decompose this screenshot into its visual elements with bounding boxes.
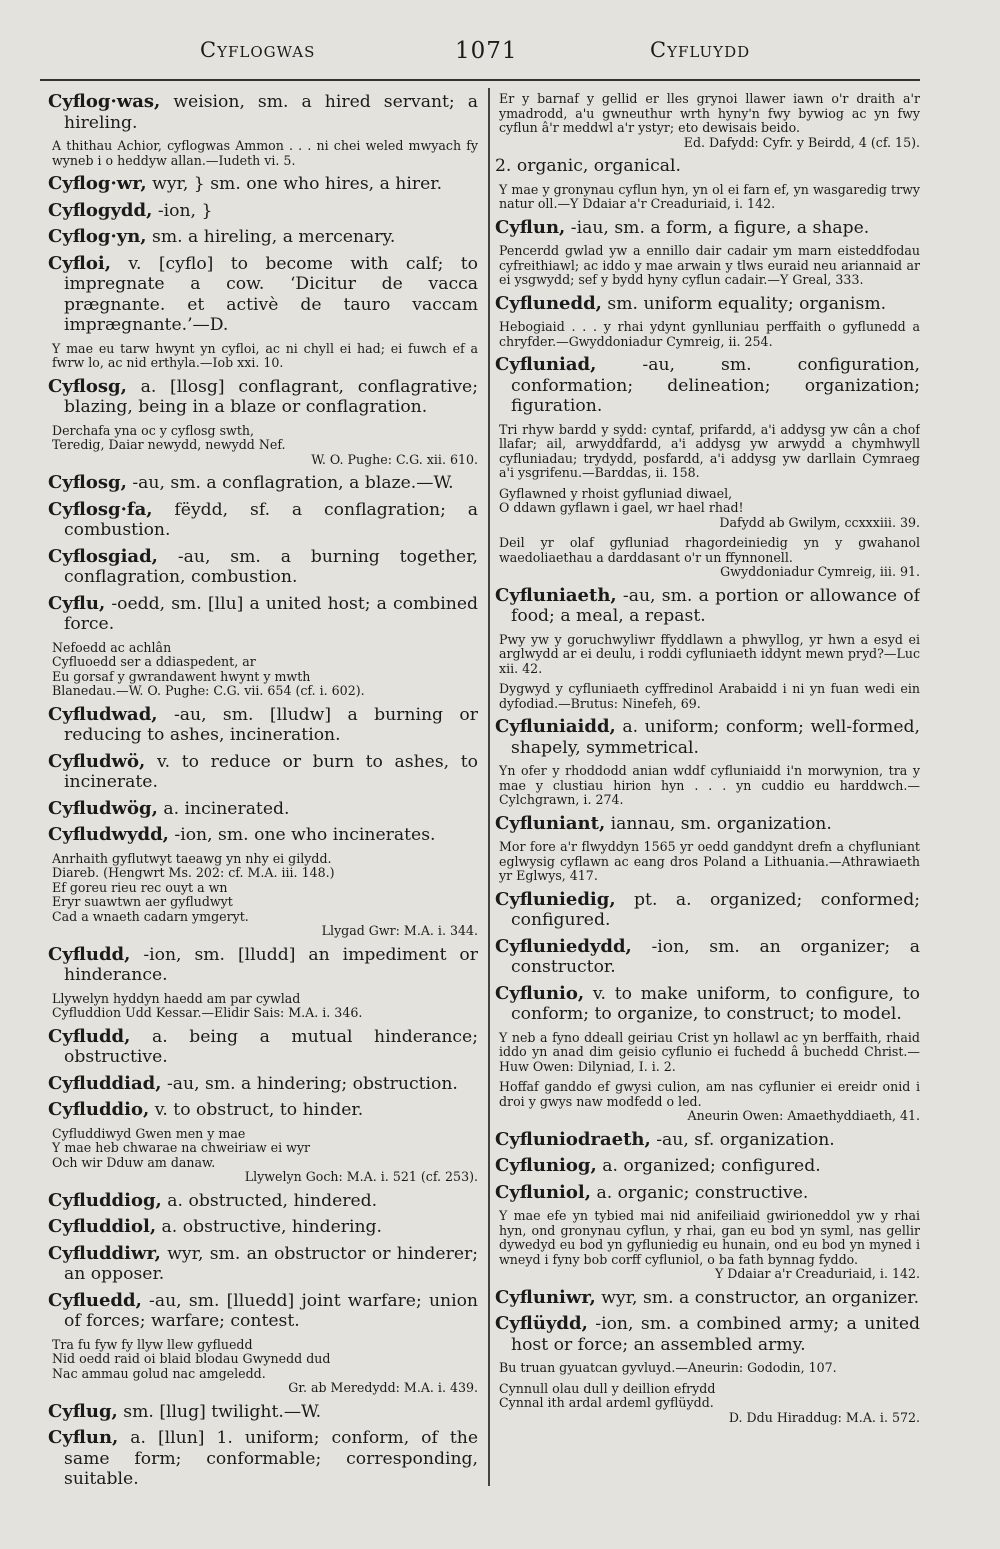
citation-quote: [495, 1031, 920, 1075]
headword: Cyflosg,: [48, 472, 127, 493]
headword: Cyflunio,: [495, 982, 585, 1004]
quote-line: Gyflawned y rhoist gyfluniad diwael,: [499, 485, 733, 501]
quote-line: Ef goreu rieu rec ouyt a wn: [52, 879, 228, 895]
dictionary-entry: [48, 174, 478, 195]
quote-line: Pencerdd gwlad yw a ennillo dair cadair ym marn eisteddfodau cyfreithiawl; ac iddo y mae arwain y tlws euraid neu ariannaid ar ei ysgwydd; sef y bydd hyny cyflun cadair.—Y Greal, 333.: [499, 243, 920, 287]
headword: Cyflog·wr,: [48, 173, 147, 194]
definition-text: -au, sm. [lluedd] joint warfare; union of forces; warfare; contest.: [64, 1290, 478, 1331]
citation-quote: [495, 536, 920, 580]
citation-quote: [495, 682, 920, 711]
quote-line: Er y barnaf y gellid er lles grynoi llawer iawn o'r draith a'r ymadrodd, a'u gwneuthur wrth hyny'n fwy bywiog ac yn fwy cyflun â'r meddwl a'r ystyr; eto dewisais beido.: [499, 92, 920, 135]
header-left-guide-word: Cyflogwas: [200, 38, 316, 62]
citation-quote: [495, 92, 920, 150]
dictionary-entry: [48, 201, 478, 222]
quote-line: Dygwyd y cyfluniaeth cyffredinol Arabaidd i ni yn fuan wedi ein dyfodiad.—Brutus: Ninefeh, 69.: [499, 681, 920, 711]
definition-text: -au, sm. a portion or allowance of food; a meal, a repast.: [511, 585, 920, 626]
definition-text: -ion, sm. a combined army; a united host or force; an assembled army.: [511, 1314, 920, 1355]
quote-source: Aneurin Owen: Amaethyddiaeth, 41.: [687, 1108, 920, 1123]
dictionary-entry: [48, 1027, 478, 1068]
quote-line: Pwy yw y goruchwyliwr ffyddlawn a phwyllog, yr hwn a esyd ei arglwydd ar ei deulu, i roddi cyfluniaeth iddynt mewn pryd?—Luc xii. 42.: [499, 631, 920, 676]
quote-source: Gwyddoniadur Cymreig, iii. 91.: [720, 564, 920, 579]
quote-line: Cad a wnaeth cadarn ymgeryt.: [52, 908, 249, 924]
definition-text: wyr, sm. a constructor, an organizer.: [595, 1287, 920, 1308]
dictionary-entry: [495, 890, 920, 931]
definition-text: a. obstructive, hindering.: [156, 1217, 382, 1237]
citation-quote: [495, 1209, 920, 1282]
headword: Cyfluniaidd,: [495, 716, 616, 737]
citation-quote: [495, 764, 920, 808]
definition-text: -au, sm. configuration, conformation; delineation; organization; figuration.: [511, 355, 920, 416]
quote-line: A thithau Achior, cyflogwas Ammon . . . ni chei weled mwyach fy wyneb i o heddyw allan.—Iudeth vi. 5.: [52, 138, 478, 168]
citation-quote: [48, 852, 478, 939]
citation-quote: [48, 1127, 478, 1185]
definition-text: a. [llun] 1. uniform; conform, of the same form; conformable; corresponding, suitable.: [64, 1428, 478, 1489]
quote-source: Ed. Dafydd: Cyfr. y Beirdd, 4 (cf. 15).: [683, 134, 920, 150]
quote-line: Och wir Dduw am danaw.: [52, 1154, 216, 1170]
citation-quote: [495, 320, 920, 349]
dictionary-entry: [495, 717, 920, 758]
definition-text: v. to make uniform, to configure, to conform; to organize, to construct; to model.: [511, 983, 920, 1024]
citation-quote: [495, 1382, 920, 1426]
definition-text: a. organic; constructive.: [591, 1182, 809, 1203]
dictionary-entry: [48, 500, 478, 541]
dictionary-entry: [495, 984, 920, 1025]
quote-line: Nefoedd ac achlân: [52, 639, 172, 655]
quote-line: Llywelyn hyddyn haedd am par cywlad: [52, 990, 301, 1006]
definition-text: -ion, sm. [lludd] an impediment or hinderance.: [64, 944, 478, 985]
quote-line: Nac ammau golud nac amgeledd.: [52, 1365, 266, 1381]
headword: Cyfludwö,: [48, 750, 146, 772]
definition-text: 2. organic, organical.: [495, 156, 682, 176]
dictionary-entry: [495, 1156, 920, 1177]
dictionary-entry: [48, 1244, 478, 1285]
dictionary-entry: [495, 218, 920, 239]
headword: Cyfluniaeth,: [495, 584, 617, 606]
headword: Cyfluniwr,: [495, 1286, 596, 1308]
headword: Cyfluniant,: [495, 812, 606, 834]
citation-quote: [48, 641, 478, 699]
headword: Cyfluniad,: [495, 354, 597, 375]
definition-text: -au, sm. a hindering; obstruction.: [161, 1073, 458, 1094]
quote-line: Y mae eu tarw hwynt yn cyfloi, ac ni chyll ei had; ei fuwch ef a fwrw lo, ac nid erthyla.—Iob xxi. 10.: [52, 340, 478, 370]
quote-line: Yn ofer y rhoddodd anian wddf cyfluniaidd i'n morwynion, tra y mae y clustiau hirion hyn . . . yn cuddio eu harddwch.—Cylchgrawn, i. 274.: [499, 763, 920, 807]
citation-quote: [48, 424, 478, 468]
definition-text: a. [llosg] conflagrant, conflagrative; blazing, being in a blaze or conflagration.: [64, 376, 478, 417]
citation-quote: [495, 1361, 920, 1376]
quote-source: Gr. ab Meredydd: M.A. i. 439.: [288, 1380, 478, 1395]
headword: Cyfluniodraeth,: [495, 1128, 651, 1150]
definition-text: v. to obstruct, to hinder.: [149, 1100, 364, 1120]
dictionary-entry: [48, 377, 478, 418]
headword: Cyflu,: [48, 592, 106, 614]
quote-line: Cynnull olau dull y deillion efrydd: [499, 1380, 716, 1396]
citation-quote: [495, 487, 920, 531]
headword: Cyflüydd,: [495, 1313, 588, 1334]
headword: Cyflunedd,: [495, 292, 602, 314]
header-rule: [40, 79, 920, 81]
definition-text: weision, sm. a hired servant; a hireling.: [64, 92, 478, 133]
headword: Cyfludd,: [48, 1025, 131, 1047]
definition-text: -au, sm. a burning together, conflagration, combustion.: [64, 546, 478, 587]
dictionary-entry: [48, 1074, 478, 1095]
headword: Cyfluniedig,: [495, 888, 616, 910]
dictionary-entry: [48, 1291, 478, 1332]
citation-quote: [495, 183, 920, 212]
quote-line: Cyfluddiwyd Gwen men y mae: [52, 1125, 246, 1141]
definition-text: -au, sf. organization.: [650, 1129, 835, 1150]
definition-text: iannau, sm. organization.: [605, 813, 832, 834]
dictionary-entry: [495, 156, 920, 177]
quote-line: Cyfluddion Udd Kessar.—Elidir Sais: M.A. i. 346.: [52, 1005, 363, 1020]
quote-line: Cynnal ith ardal ardeml gyflüydd.: [499, 1395, 714, 1410]
dictionary-entry: [495, 1314, 920, 1355]
citation-quote: [495, 244, 920, 288]
left-column: [48, 92, 478, 1502]
definition-text: a. organized; configured.: [596, 1156, 821, 1176]
headword: Cyfluedd,: [48, 1289, 142, 1311]
quote-line: Bu truan gyuatcan gyvluyd.—Aneurin: Gododin, 107.: [499, 1360, 837, 1375]
quote-line: O ddawn gyflawn i gael, wr hael rhad!: [499, 500, 744, 515]
dictionary-entry: [48, 705, 478, 746]
quote-line: Y mae efe yn tybied mai nid anifeiliaid gwirioneddol yw y rhai hyn, ond gronynau cyflun, y rhai, gan eu bod yn syml, nas gellir dywedyd eu bod yn gyfluniedig eu hunain, ond eu bod yn myned i wneyd i fyny bob corff cyfluniol, o ba fath bynnag fyddo.: [499, 1208, 920, 1267]
dictionary-entry: [48, 825, 478, 846]
quote-line: Y mae y gronynau cyflun hyn, yn ol ei farn ef, yn wasgaredig trwy natur oll.—Y Ddaiar a'r Creaduriaid, i. 142.: [499, 181, 920, 211]
page-number: 1071: [455, 38, 518, 64]
headword: Cyfludwad,: [48, 703, 158, 725]
definition-text: v. [cyflo] to become with calf; to impregnate a cow. ‘Dicitur de vacca prægnante. et activè de tauro vaccam imprægnante.’—D.: [64, 253, 478, 335]
headword: Cyflog·yn,: [48, 226, 147, 247]
definition-text: -ion, sm. an organizer; a constructor.: [511, 936, 920, 977]
column-divider: [488, 88, 490, 1486]
definition-text: -iau, sm. a form, a figure, a shape.: [565, 217, 870, 238]
quote-source: D. Ddu Hiraddug: M.A. i. 572.: [728, 1409, 920, 1425]
dictionary-entry: [48, 1402, 478, 1423]
dictionary-entry: [48, 473, 478, 494]
quote-line: Eu gorsaf y gwrandawent hwynt y mwth: [52, 668, 311, 684]
definition-text: a. being a mutual hinderance; obstructive.: [64, 1026, 478, 1067]
definition-text: -au, sm. a conflagration, a blaze.—W.: [126, 473, 454, 493]
quote-line: Teredig, Daiar newydd, newydd Nef.: [52, 437, 286, 452]
definition-text: a. obstructed, hindered.: [161, 1190, 378, 1211]
definition-text: a. incinerated.: [157, 798, 290, 819]
headword: Cyflosgiad,: [48, 545, 158, 567]
dictionary-entry: [48, 945, 478, 986]
quote-line: Tri rhyw bardd y sydd: cyntaf, prifardd, a'i addysg yw cân a chof llafar; ail, arwyddfardd, a'i addysg yw arwydd a chymhwyll cyfluniadau; trydydd, posfardd, a'i addysg yw darllain Cymraeg a'i ysgrifenu.—Barddas, ii. 158.: [499, 421, 920, 480]
dictionary-entry: [495, 1130, 920, 1151]
citation-quote: [48, 1338, 478, 1396]
dictionary-entry: [495, 937, 920, 978]
dictionary-entry: [48, 254, 478, 336]
quote-line: Blanedau.—W. O. Pughe: C.G. vii. 654 (cf. i. 602).: [52, 683, 365, 698]
page-header: [0, 38, 1000, 78]
quote-line: Anrhaith gyflutwyt taeawg yn nhy ei gilydd.: [52, 850, 332, 866]
citation-quote: [48, 342, 478, 371]
citation-quote: [495, 1080, 920, 1124]
headword: Cyfluddiog,: [48, 1189, 162, 1211]
dictionary-entry: [48, 547, 478, 588]
headword: Cyfloi,: [48, 252, 111, 274]
quote-line: Mor fore a'r flwyddyn 1565 yr oedd ganddynt drefn a chyfluniant eglwysig cyflawn ac eang dros Poland a Lithuania.—Athrawiaeth yr Eglwys, 417.: [499, 839, 920, 883]
dictionary-entry: [495, 1183, 920, 1204]
headword: Cyflun,: [48, 1427, 119, 1448]
definition-text: sm. uniform equality; organism.: [601, 293, 887, 314]
quote-line: Y mae heb chwarae na chweiriaw ei wyr: [52, 1140, 311, 1155]
definition-text: a. uniform; conform; well-formed, shapely, symmetrical.: [511, 717, 920, 758]
headword: Cyflosg,: [48, 375, 127, 397]
dictionary-entry: [495, 586, 920, 627]
dictionary-entry: [48, 1191, 478, 1212]
quote-source: Llygad Gwr: M.A. i. 344.: [321, 923, 478, 938]
quote-line: Derchafa yna oc y cyflosg swth,: [52, 422, 255, 438]
dictionary-entry: [48, 227, 478, 248]
dictionary-entry: [48, 799, 478, 820]
dictionary-entry: [495, 814, 920, 835]
headword: Cyflosg·fa,: [48, 498, 153, 520]
definition-text: v. to reduce or burn to ashes, to incinerate.: [64, 751, 478, 792]
dictionary-entry: [48, 1100, 478, 1121]
citation-quote: [48, 139, 478, 168]
definition-text: sm. a hireling, a mercenary.: [146, 227, 396, 247]
headword: Cyfludwög,: [48, 797, 158, 819]
quote-line: Hebogiaid . . . y rhai ydynt gynlluniau perffaith o gyflunedd a chryfder.—Gwyddoniadur Cymreig, ii. 254.: [499, 319, 920, 349]
headword: Cyfluddio,: [48, 1099, 150, 1120]
quote-line: Diareb. (Hengwrt Ms. 202: cf. M.A. iii. 148.): [52, 865, 335, 880]
quote-line: Eryr suawtwn aer gyfludwyt: [52, 894, 233, 909]
dictionary-entry: [48, 1428, 478, 1490]
headword: Cyflug,: [48, 1400, 118, 1422]
citation-quote: [48, 992, 478, 1021]
quote-source: Y Ddaiar a'r Creaduriaid, i. 142.: [714, 1266, 920, 1281]
headword: Cyfluddiwr,: [48, 1242, 161, 1264]
quote-source: Dafydd ab Gwilym, ccxxxiii. 39.: [719, 514, 920, 530]
dictionary-entry: [48, 92, 478, 133]
dictionary-entry: [48, 752, 478, 793]
dictionary-entry: [495, 1288, 920, 1309]
quote-line: Tra fu fyw fy llyw llew gyfluedd: [52, 1336, 253, 1352]
headword: Cyflog·was,: [48, 92, 161, 112]
quote-line: Cyfluoedd ser a ddiaspedent, ar: [52, 654, 256, 669]
headword: Cyfluddiad,: [48, 1072, 162, 1094]
definition-text: -au, sm. [lludw] a burning or reducing to ashes, incineration.: [64, 704, 478, 745]
definition-text: pt. a. organized; conformed; configured.: [511, 889, 920, 930]
headword: Cyfluddiol,: [48, 1216, 157, 1237]
headword: Cyflogydd,: [48, 199, 153, 221]
definition-text: sm. [llug] twilight.—W.: [117, 1401, 322, 1422]
header-right-guide-word: Cyfluydd: [650, 38, 751, 62]
citation-quote: [495, 423, 920, 481]
quote-line: Y neb a fyno ddeall geiriau Crist yn hollawl ac yn berffaith, rhaid iddo yn anad dim geisio cyflunio ei fuchedd â buchedd Christ.—Huw Owen: Dilyniad, I. i. 2.: [499, 1029, 920, 1074]
headword: Cyflun,: [495, 216, 566, 238]
quote-line: Hoffaf ganddo ef gwysi culion, am nas cyflunier ei ereidr onid i droi y gwys naw modfedd o led.: [499, 1079, 920, 1109]
quote-source: Llywelyn Goch: M.A. i. 521 (cf. 253).: [244, 1169, 478, 1184]
definition-text: wyr, } sm. one who hires, a hirer.: [146, 174, 443, 194]
citation-quote: [495, 633, 920, 677]
headword: Cyfludd,: [48, 943, 131, 965]
headword: Cyfluniog,: [495, 1155, 597, 1176]
quote-line: Nid oedd raid oi blaid blodau Gwynedd dud: [52, 1351, 331, 1366]
dictionary-entry: [48, 1217, 478, 1238]
dictionary-entry: [495, 355, 920, 417]
citation-quote: [495, 840, 920, 884]
definition-text: -ion, }: [152, 200, 213, 221]
right-column: [495, 92, 920, 1492]
dictionary-entry: [495, 294, 920, 315]
headword: Cyfluniedydd,: [495, 935, 632, 957]
dictionary-entry: [48, 594, 478, 635]
quote-source: W. O. Pughe: C.G. xii. 610.: [311, 451, 478, 467]
definition-text: -oedd, sm. [llu] a united host; a combined force.: [64, 593, 478, 634]
definition-text: wyr, sm. an obstructor or hinderer; an opposer.: [64, 1243, 478, 1284]
definition-text: fëydd, sf. a conflagration; a combustion.: [64, 499, 478, 540]
definition-text: -ion, sm. one who incinerates.: [168, 825, 436, 845]
headword: Cyfluniol,: [495, 1181, 591, 1203]
quote-line: Deil yr olaf gyfluniad rhagordeiniedig yn y gwahanol waedoliaethau a darddasant o'r un ffynnonell.: [499, 535, 920, 565]
headword: Cyfludwydd,: [48, 824, 169, 845]
